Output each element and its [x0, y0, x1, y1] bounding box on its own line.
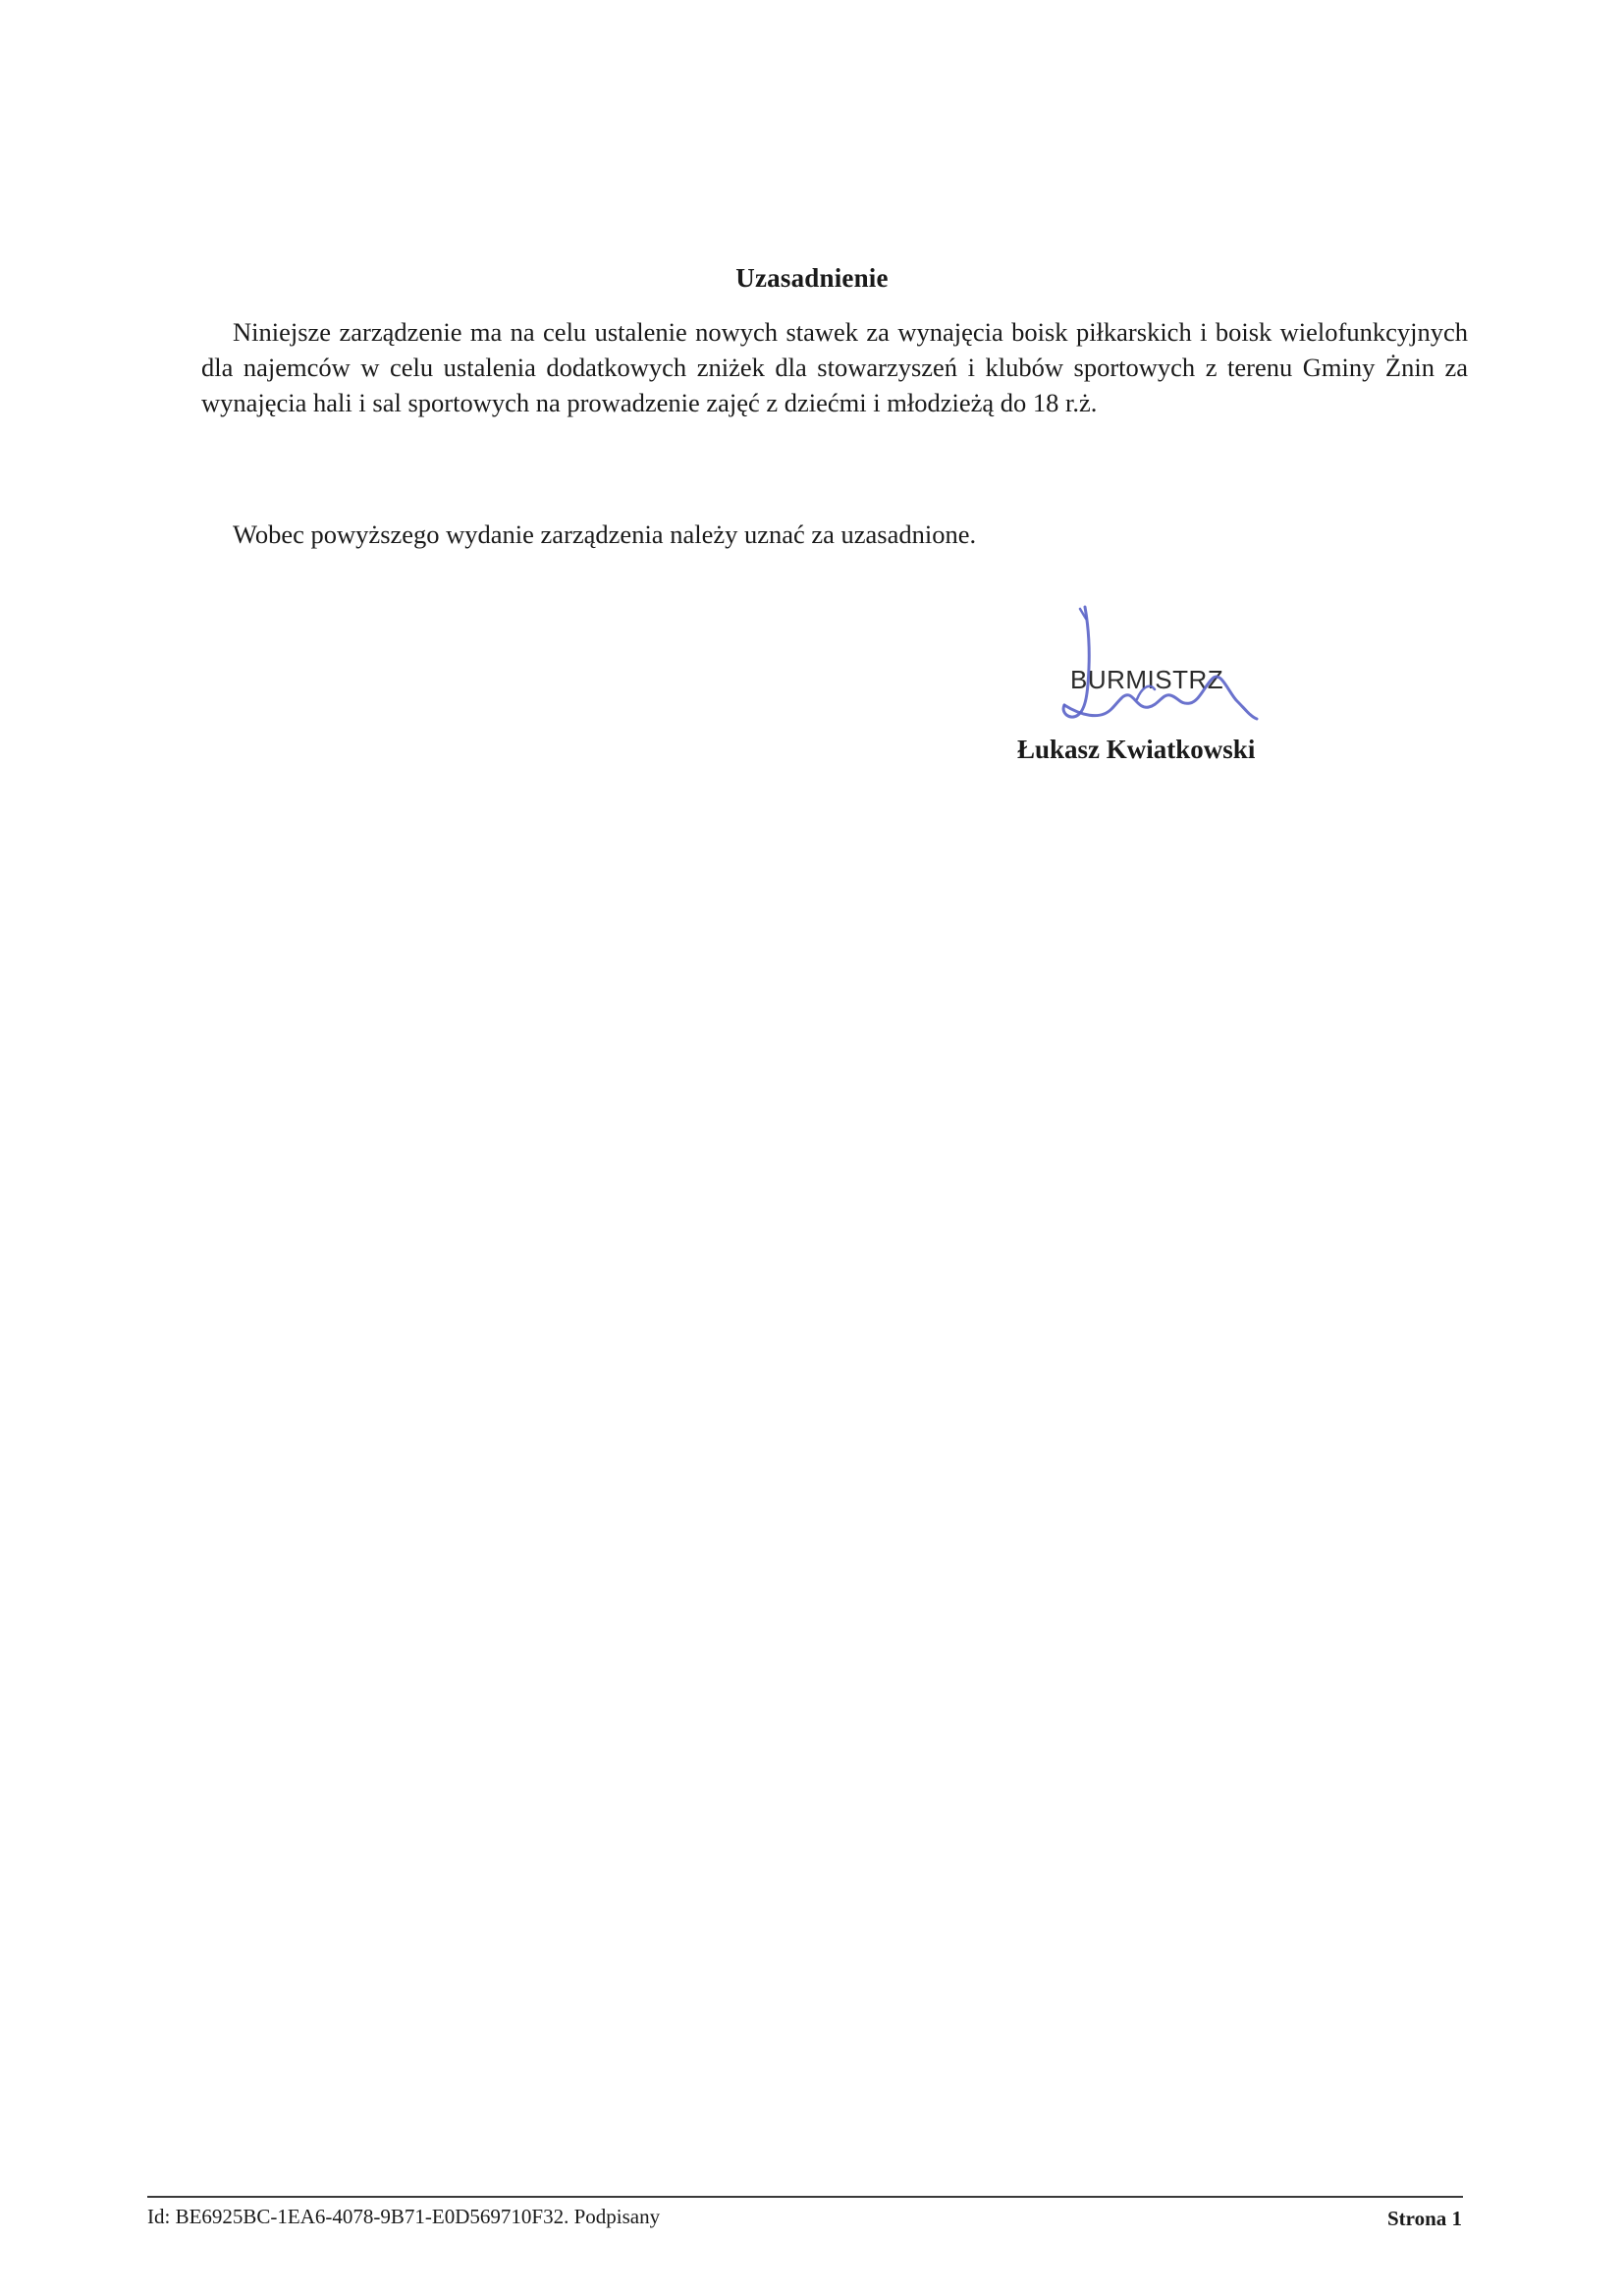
- document-title: Uzasadnienie: [735, 263, 889, 293]
- conclusion-paragraph: Wobec powyższego wydanie zarządzenia należy uznać za uzasadnione.: [233, 519, 977, 549]
- signatory-role: BURMISTRZ: [1070, 665, 1224, 694]
- signatory-name: Łukasz Kwiatkowski: [1017, 735, 1256, 764]
- signature-block: [982, 599, 1355, 776]
- footer-divider: [147, 2196, 1463, 2198]
- page-number: Strona 1: [1386, 2207, 1462, 2230]
- document-id: Id: BE6925BC-1EA6-4078-9B71-E0D569710F32. Podpisany: [147, 2205, 661, 2228]
- handwritten-signature: [1041, 599, 1335, 756]
- justification-paragraph: Niniejsze zarządzenie ma na celu ustalenie nowych stawek za wynajęcia boisk piłkarskich i boisk wielofunkcyjnych dla najemców w celu ustalenia dodatkowych zniżek dla stowarzyszeń i klubów sportowych z terenu Gminy Żnin za wynajęcia hali i sal sportowych na prowadzenie zajęć z dziećmi i młodzieżą do 18 r.ż.: [201, 317, 1468, 417]
